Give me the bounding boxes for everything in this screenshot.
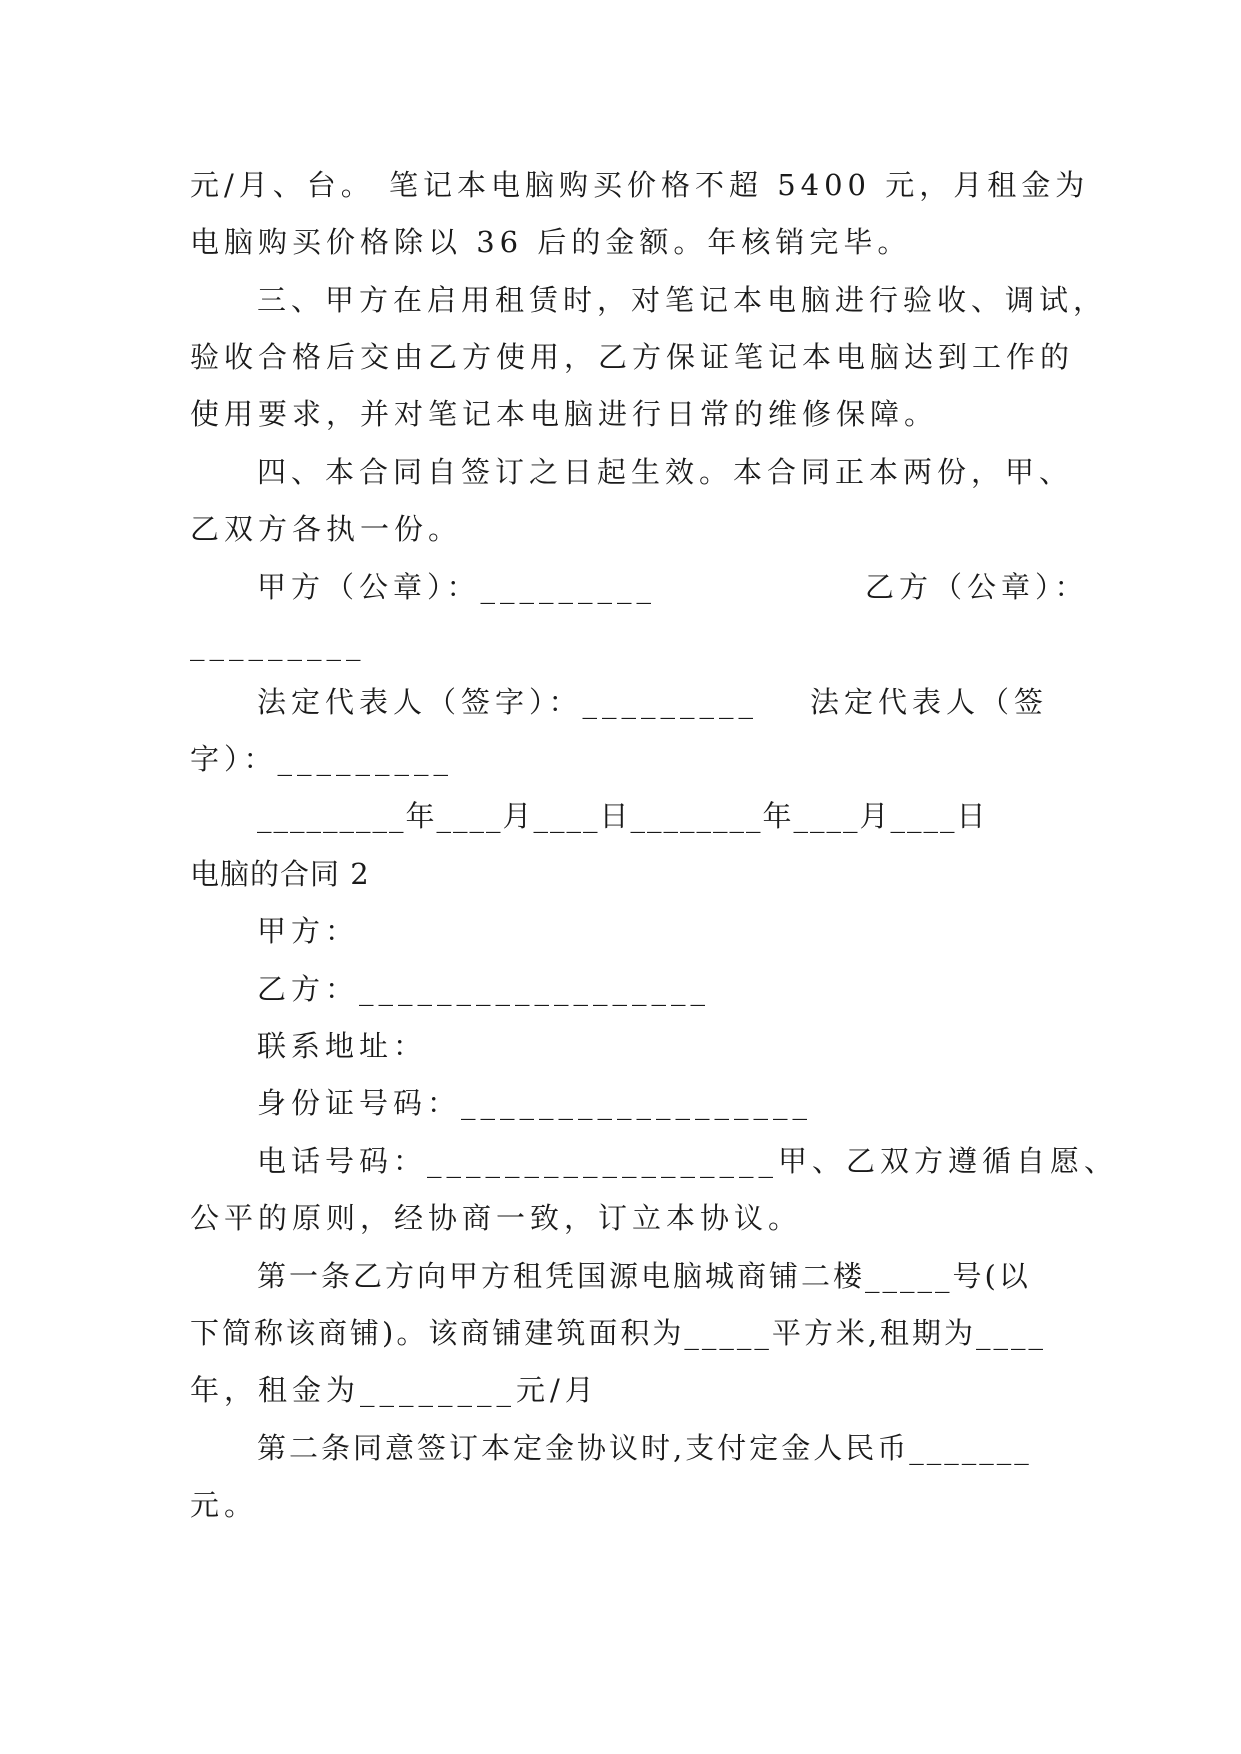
text-line: 使用要求，并对笔记本电脑进行日常的维修保障。 xyxy=(190,397,939,431)
party-b-seal-label: 乙方（公章）： xyxy=(865,570,1089,604)
party-a-seal-line: 甲方（公章）：_________ xyxy=(257,570,657,604)
party-a-line: 甲方： xyxy=(257,914,360,948)
party-b-seal-blank: _________ xyxy=(190,627,366,661)
text-line: 年，租金为________元/月 xyxy=(190,1373,599,1407)
text-line: 电脑购买价格除以 36 后的金额。年核销完毕。 xyxy=(190,225,912,259)
party-b-line: 乙方：__________________ xyxy=(257,972,711,1006)
party-a-representative-line: 法定代表人（签字）：_________ xyxy=(257,685,759,719)
party-b-representative-label: 法定代表人（签 xyxy=(810,685,1049,719)
party-b-representative-blank: 字）：_________ xyxy=(190,742,454,776)
article-one-line: 第一条乙方向甲方租凭国源电脑城商铺二楼_____号(以 xyxy=(257,1259,1031,1293)
id-number-line: 身份证号码：__________________ xyxy=(257,1086,813,1120)
text-line: 验收合格后交由乙方使用，乙方保证笔记本电脑达到工作的 xyxy=(190,340,1075,374)
text-line: 元。 xyxy=(190,1488,259,1522)
text-line: 公平的原则，经协商一致，订立本协议。 xyxy=(190,1201,803,1235)
text-line: 元/月、台。 笔记本电脑购买价格不超 5400 元，月租金为 xyxy=(190,168,1090,202)
section-title: 电脑的合同 2 xyxy=(190,857,370,891)
text-line: 四、本合同自签订之日起生效。本合同正本两份，甲、 xyxy=(257,455,1074,489)
text-line: 下简称该商铺)。该商铺建筑面积为_____平方米,租期为____ xyxy=(190,1316,1047,1350)
text-line: 乙双方各执一份。 xyxy=(190,512,463,546)
date-line: _________年____月____日________年____月____日 xyxy=(257,799,988,833)
text-line: 三、甲方在启用租赁时，对笔记本电脑进行验收、调试， xyxy=(257,283,1108,317)
article-two-line: 第二条同意签订本定金协议时,支付定金人民币_______ xyxy=(257,1431,1032,1465)
phone-line: 电话号码：__________________甲、乙双方遵循自愿、 xyxy=(257,1144,1119,1178)
address-line: 联系地址： xyxy=(257,1029,428,1063)
